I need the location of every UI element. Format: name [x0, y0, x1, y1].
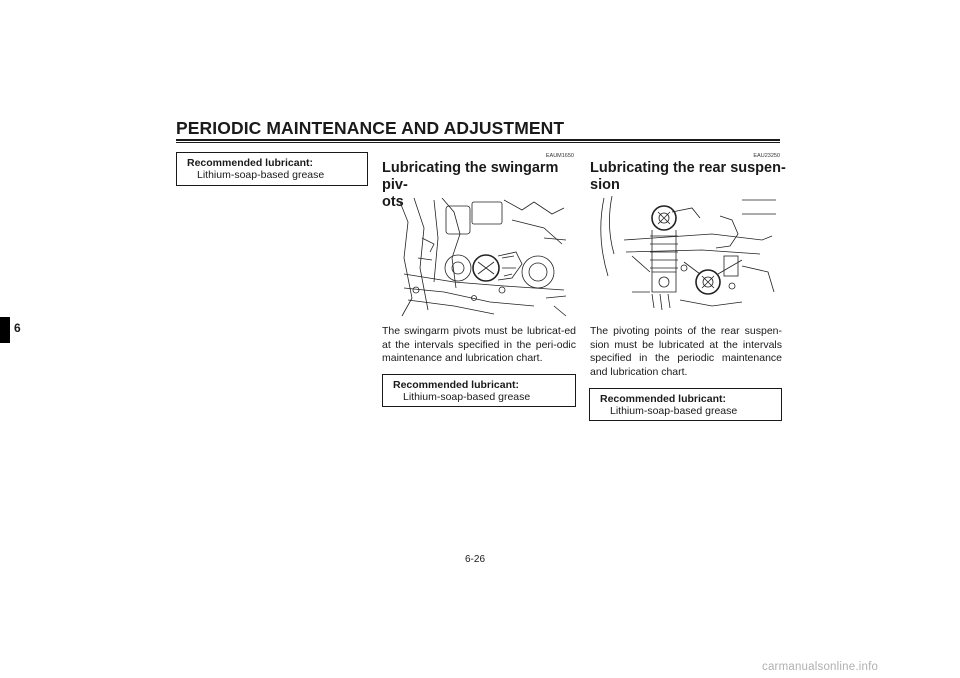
recommended-lubricant-box-left [176, 152, 368, 186]
lubricant-value: Lithium-soap-based grease [403, 391, 531, 403]
lubricant-heading: Recommended lubricant: [600, 393, 727, 405]
heading-line: Lubricating the swingarm piv- [382, 160, 559, 193]
section-body-rear-suspension: The pivoting points of the rear suspen-sion must be lubricated at the intervals specified in the periodic maintenance and lubrication chart. [590, 325, 782, 378]
lubricant-heading: Recommended lubricant: [187, 157, 314, 169]
recommended-lubricant-box-swingarm [382, 374, 576, 407]
chapter-tab [0, 317, 10, 343]
watermark-text: carmanualsonline.info [762, 661, 879, 673]
heading-line: sion [590, 177, 620, 193]
heading-line: Lubricating the rear suspen- [590, 160, 786, 176]
heading-line: ots [382, 194, 404, 210]
rear-suspension-illustration [592, 196, 776, 318]
section-heading-rear-suspension [590, 160, 786, 194]
swingarm-pivot-illustration [394, 198, 568, 318]
chapter-number: 6 [14, 321, 21, 335]
section-code: EAU23250 [753, 153, 780, 159]
section-body-swingarm: The swingarm pivots must be lubricat-ed at the intervals specified in the peri-odic maintenance and lubrication chart. [382, 325, 576, 365]
lubricant-value: Lithium-soap-based grease [197, 169, 325, 181]
recommended-lubricant-box-rear-suspension [589, 388, 782, 421]
section-code: EAUM1650 [545, 153, 574, 159]
lubricant-value: Lithium-soap-based grease [610, 405, 738, 417]
title-rule [176, 139, 780, 143]
page-number: 6-26 [465, 554, 486, 565]
page-title: PERIODIC MAINTENANCE AND ADJUSTMENT [176, 118, 565, 138]
lubricant-heading: Recommended lubricant: [393, 379, 520, 391]
